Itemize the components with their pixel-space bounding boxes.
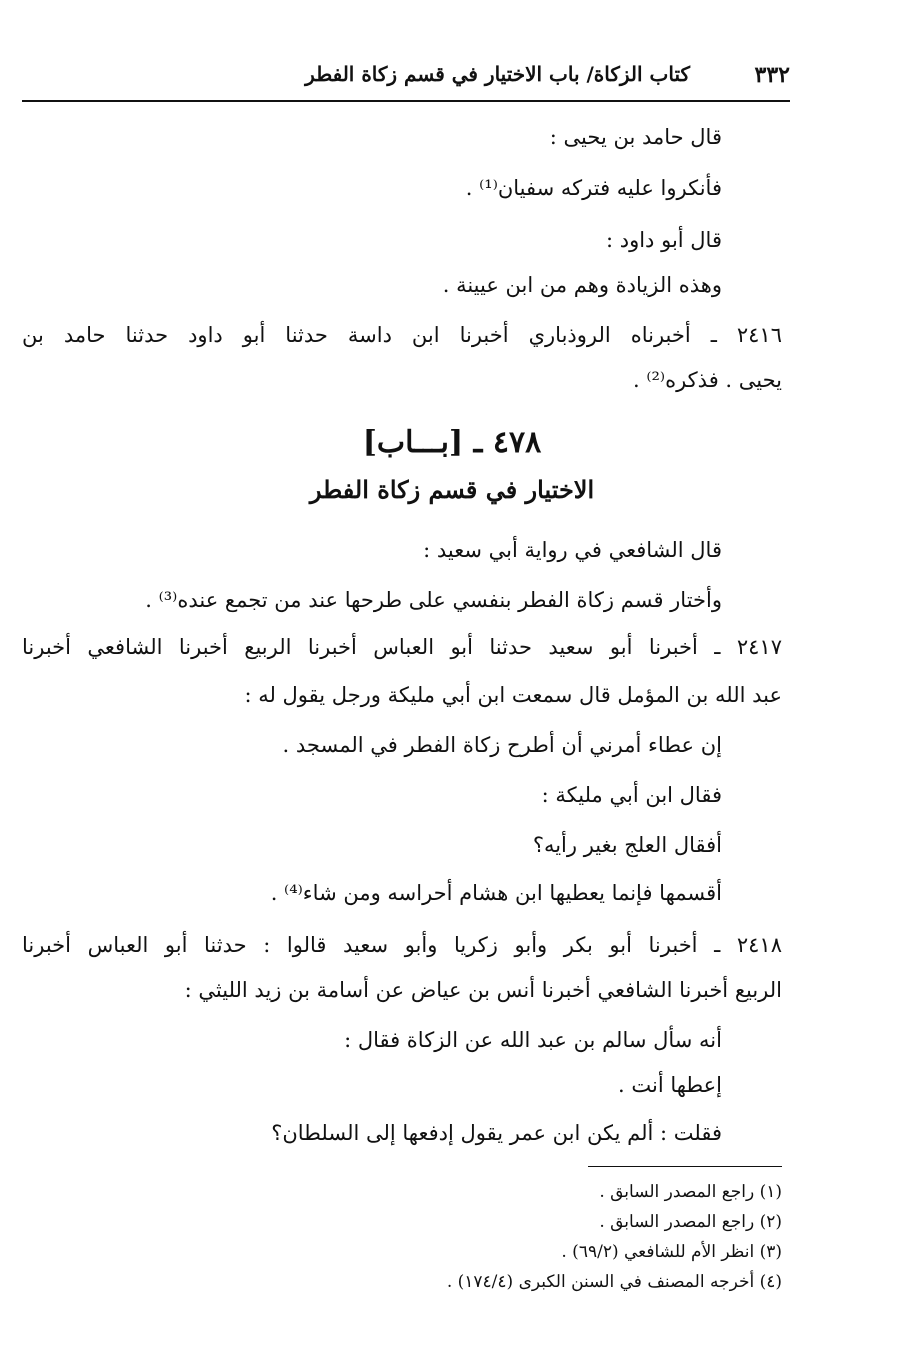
text-line: وهذه الزيادة وهم من ابن عيينة . [442, 273, 722, 297]
text-line: وأختار قسم زكاة الفطر بنفسي على طرحها عند من تجمع عنده⁽³⁾ . [145, 588, 722, 612]
text-line: أقسمها فإنما يعطيها ابن هشام أحراسه ومن شاء⁽⁴⁾ . [270, 881, 722, 905]
text-line: أنه سأل سالم بن عبد الله عن الزكاة فقال : [344, 1028, 722, 1052]
hadith-line: ٢٤١٨ ـ أخبرنا أبو بكر وأبو زكريا وأبو سعيد قالوا : حدثنا أبو العباس أخبرنا [22, 933, 782, 957]
text-line: إعطها أنت . [618, 1073, 722, 1097]
footnote: (٢) راجع المصدر السابق . [599, 1212, 782, 1232]
text-line: قال أبو داود : [605, 228, 722, 252]
section-title: الاختيار في قسم زكاة الفطر [309, 475, 595, 504]
text-line: فقال ابن أبي مليكة : [541, 783, 722, 807]
text-line: إن عطاء أمرني أن أطرح زكاة الفطر في المسجد . [282, 733, 722, 757]
running-header [22, 58, 790, 102]
footnote: (١) راجع المصدر السابق . [599, 1182, 782, 1202]
footnote: (٣) انظر الأم للشافعي (٦٩/٢) . [561, 1242, 782, 1262]
hadith-line: ٢٤١٧ ـ أخبرنا أبو سعيد حدثنا أبو العباس أخبرنا الربيع أخبرنا الشافعي أخبرنا [22, 635, 782, 659]
section-number: ٤٧٨ ـ [بـــاب] [362, 425, 542, 460]
hadith-line: ٢٤١٦ ـ أخبرناه الروذباري أخبرنا ابن داسة حدثنا أبو داود حدثنا حامد بن [22, 323, 782, 347]
running-title: كتاب الزكاة/ باب الاختيار في قسم زكاة الفطر [305, 62, 690, 86]
footnote: (٤) أخرجه المصنف في السنن الكبرى (١٧٤/٤) . [446, 1272, 782, 1292]
text-line: الربيع أخبرنا الشافعي أخبرنا أنس بن عياض عن أسامة بن زيد الليثي : [184, 978, 782, 1002]
text-line: فقلت : ألم يكن ابن عمر يقول إدفعها إلى السلطان؟ [271, 1121, 722, 1145]
text-line: قال الشافعي في رواية أبي سعيد : [423, 538, 722, 562]
footnote-divider [588, 1166, 782, 1167]
text-line: عبد الله بن المؤمل قال سمعت ابن أبي مليكة ورجل يقول له : [244, 683, 782, 707]
text-line: يحيى . فذكره⁽²⁾ . [632, 368, 782, 392]
text-line: قال حامد بن يحيى : [549, 125, 722, 149]
text-line: أفقال العلج بغير رأيه؟ [532, 833, 722, 857]
page-number: ٣٣٢ [754, 62, 790, 88]
text-line: فأنكروا عليه فتركه سفيان⁽¹⁾ . [465, 176, 722, 200]
